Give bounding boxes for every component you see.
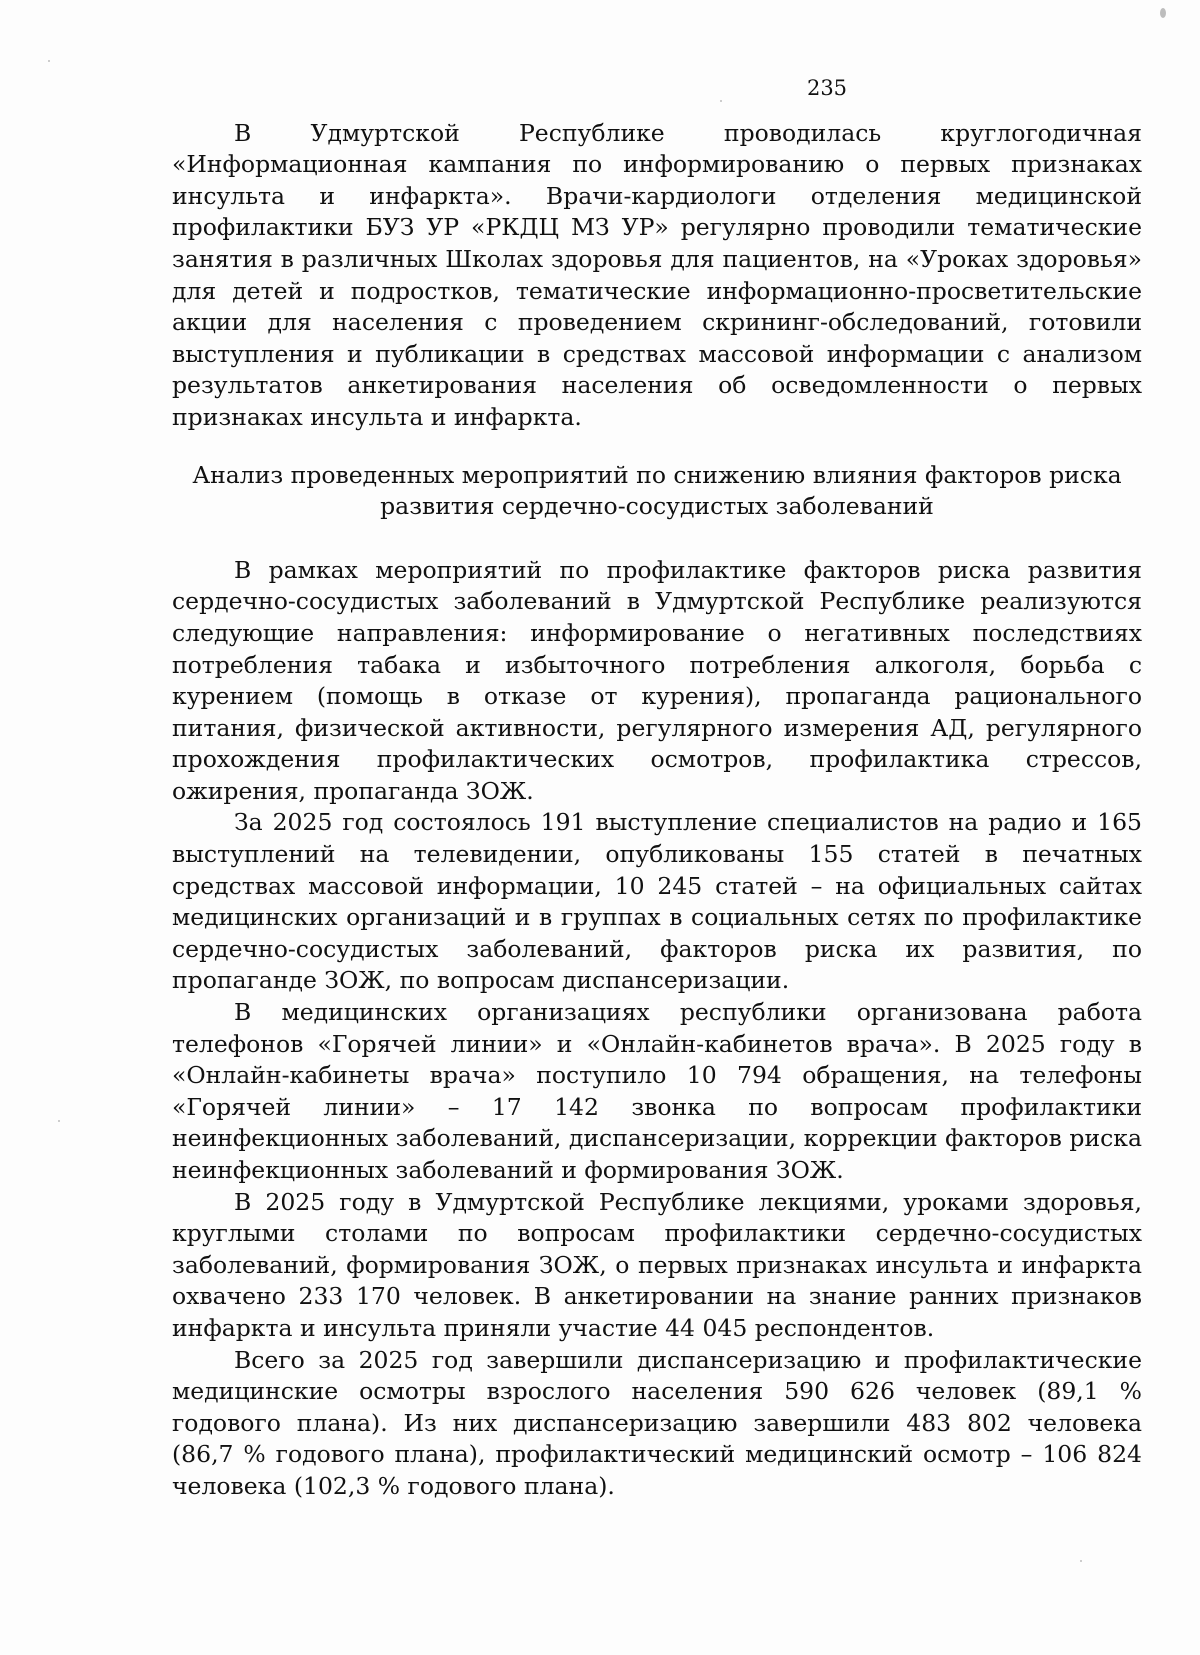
paragraph-prevention-directions: В рамках мероприятий по профилактике факторов риска развития сердечно-сосудистых заболеваний в Удмуртской Республике реализуются следующие направления: информирование о негативных последствиях потребления табака и избыточного потребления алкоголя, борьба с курением (помощь в отказе от курения), пропаганда рационального питания, физической активности, регулярного измерения АД, регулярного прохождения профилактических осмотров, профилактика стрессов, ожирения, пропаганда ЗОЖ. (172, 555, 1142, 805)
scan-speck (1160, 8, 1166, 18)
section-heading: Анализ проведенных мероприятий по снижению влияния факторов риска развития сердечно-сосудистых заболеваний (192, 460, 1122, 521)
paragraph-hotline: В медицинских организациях республики организована работа телефонов «Горячей линии» и «Онлайн-кабинетов врача». В 2025 году в «Онлайн-кабинеты врача» поступило 10 794 обращения, на телефоны «Горячей линии» – 17 142 звонка по вопросам профилактики неинфекционных заболеваний, диспансеризации, коррекции факторов риска неинфекционных заболеваний и формирования ЗОЖ. (172, 998, 1142, 1184)
scan-speck (1080, 1560, 1082, 1562)
paragraph-lectures: В 2025 году в Удмуртской Республике лекциями, уроками здоровья, круглыми столами по вопросам профилактики сердечно-сосудистых заболеваний, формирования ЗОЖ, о первых признаках инсульта и инфаркта охвачено 233 170 человек. В анкетировании на знание ранних признаков инфаркта и инсульта приняли участие 44 045 респондентов. (172, 1187, 1142, 1342)
scan-speck (48, 60, 50, 62)
page-number: 235 (806, 76, 848, 100)
paragraph-media-appearances: За 2025 год состоялось 191 выступление специалистов на радио и 165 выступлений на телевидении, опубликованы 155 статей в печатных средствах массовой информации, 10 245 статей – на официальных сайтах медицинских организаций и в группах в социальных сетях по профилактике сердечно-сосудистых заболеваний, факторов риска их развития, по пропаганде ЗОЖ, по вопросам диспансеризации. (172, 808, 1142, 995)
paragraph-information-campaign: В Удмуртской Республике проводилась круглогодичная «Информационная кампания по информированию о первых признаках инсульта и инфаркта». Врачи-кардиологи отделения медицинской профилактики БУЗ УР «РКДЦ МЗ УР» регулярно проводили тематические занятия в различных Школах здоровья для пациентов, на «Уроках здоровья» для детей и подростков, тематические информационно-просветительские акции для населения с проведением скрининг-обследований, готовили выступления и публикации в средствах массовой информации с анализом результатов анкетирования населения об осведомленности о первых признаках инсульта и инфаркта. (172, 118, 1142, 431)
page-content (172, 72, 1142, 1503)
paragraph-dispensarization: Всего за 2025 год завершили диспансеризацию и профилактические медицинские осмотры взрослого населения 590 626 человек (89,1 % годового плана). Из них диспансеризацию завершили 483 802 человека (86,7 % годового плана), профилактический медицинский осмотр – 106 824 человека (102,3 % годового плана). (172, 1345, 1142, 1500)
scan-speck (58, 1120, 60, 1122)
scan-speck (720, 100, 722, 102)
page-number-wrap (172, 72, 1142, 104)
